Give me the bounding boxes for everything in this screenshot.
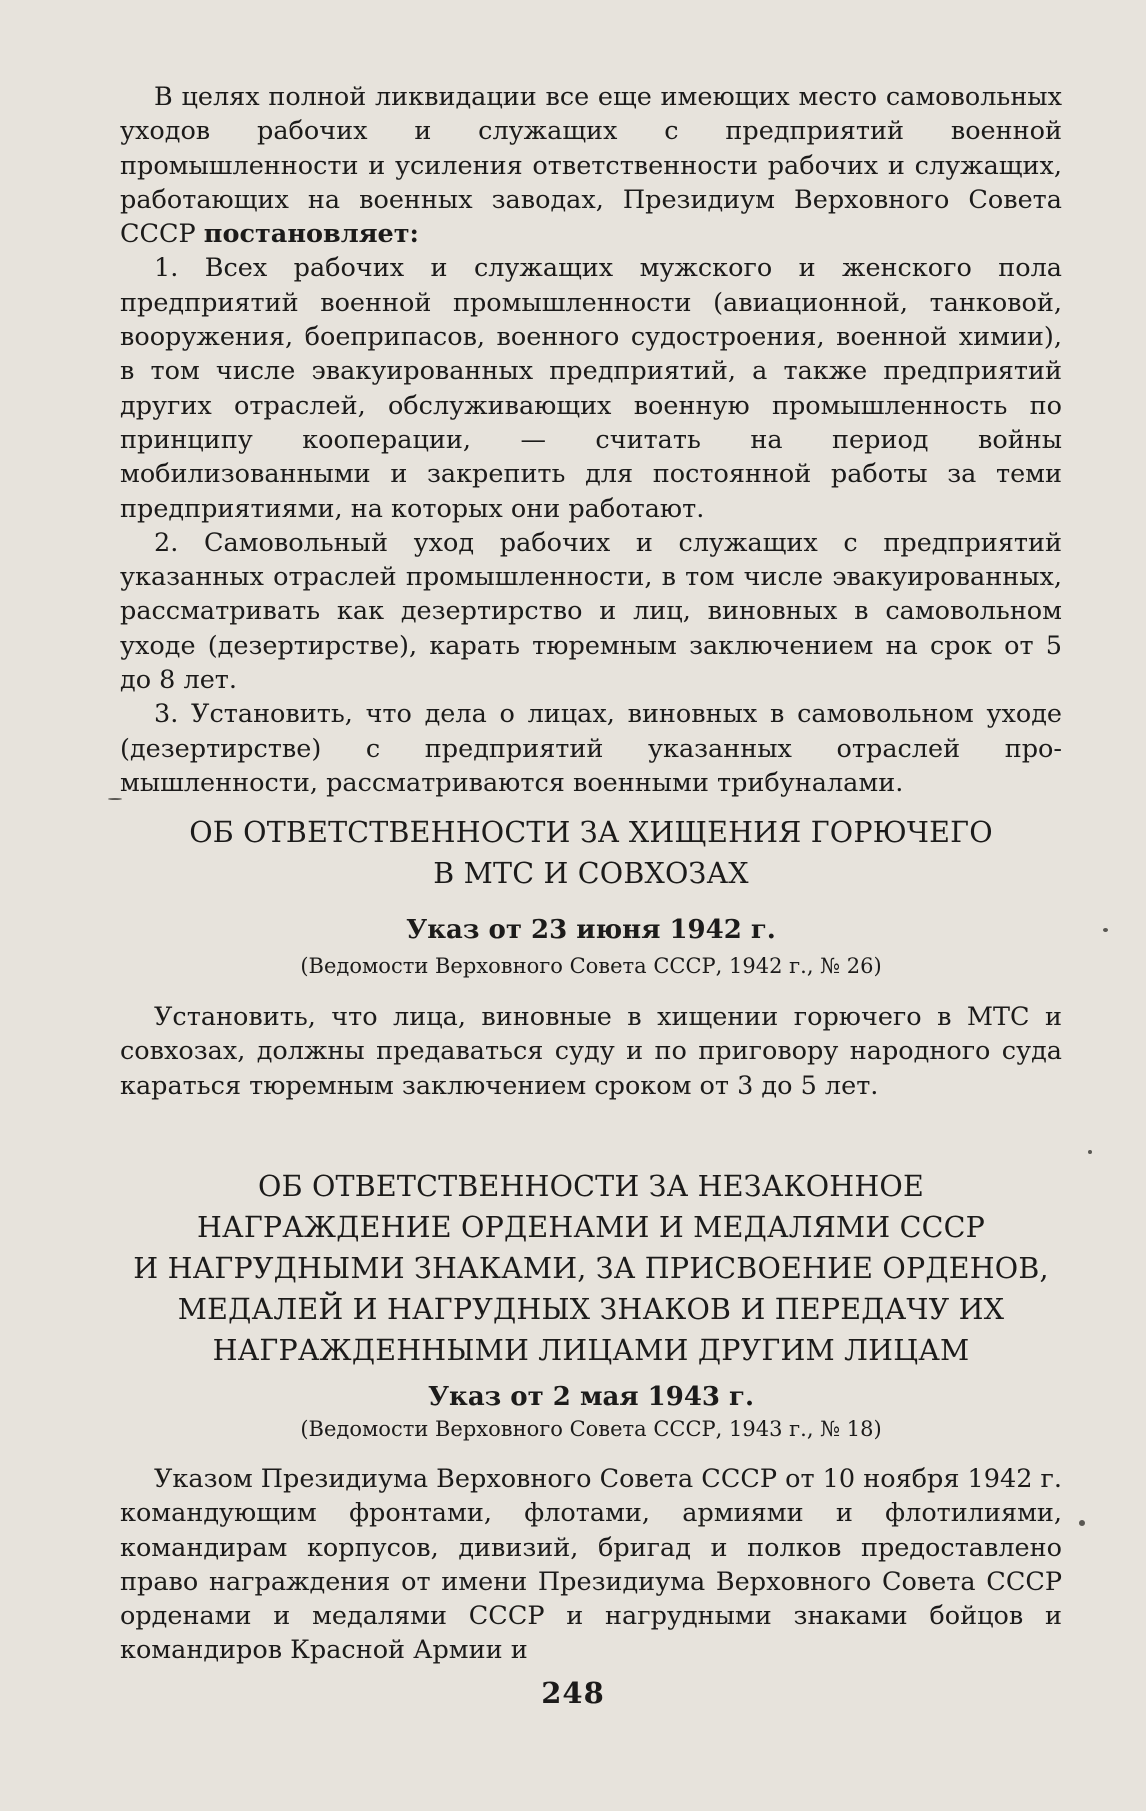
intro-paragraph: В целях полной ликвидации все еще имеющих место самовольных уходов рабочих и служащих с предприятий военной промышленности и усиления ответственности рабочих и служащих, работающих на военных заводах, Президиум Верховного Совета СССР постановляет: bbox=[120, 82, 1062, 250]
section2-body: Указом Президиума Верховного Совета СССР от 10 ноября 1942 г. командующим фронтами, флотами, армиями и флотилиями, командирам корпусов, дивизий, бригад и полков предоставлено право награждения от имени Президиума Верховного Совета СССР орденами и медалями СССР и нагрудными знаками бойцов и командиров Красной Армии и bbox=[120, 1464, 1062, 1666]
section2-title: ОБ ОТВЕТСТВЕННОСТИ ЗА НЕЗАКОННОЕ НАГРАЖДЕНИЕ ОРДЕНАМИ И МЕДАЛЯМИ СССР И НАГРУДНЫМИ ЗНАКАМИ, ЗА ПРИСВОЕНИЕ ОРДЕНОВ, МЕДАЛЕЙ И НАГРУДНЫХ ЗНАКОВ И ПЕРЕДАЧУ ИХ НАГРАЖДЕННЫМИ ЛИЦАМИ ДРУГИМ ЛИЦАМ bbox=[133, 1170, 1049, 1367]
print-speck bbox=[1079, 1520, 1085, 1526]
page-number: 248 bbox=[541, 1676, 605, 1710]
print-speck bbox=[1088, 1150, 1092, 1154]
section1-ukaz: Указ от 23 июня 1942 г. bbox=[406, 915, 776, 945]
section2-ukaz: Указ от 2 мая 1943 г. bbox=[427, 1382, 755, 1412]
section1-title: ОБ ОТВЕТСТВЕННОСТИ ЗА ХИЩЕНИЯ ГОРЮЧЕГО В МТС И СОВХОЗАХ bbox=[189, 816, 993, 890]
item-1: 1. Всех рабочих и служащих мужского и женского пола предприятий военной промышленности (авиационной, танковой, вооружения, боеприпасов, военного судостроения, военной химии), в том числе эвакуированных предприятий, а также предприятий других отраслей, обслуживающих военную промышленность по принципу кооперации, — считать на период войны мобилизованными и закрепить для постоянной работы за теми предприятиями, на которых они работают. bbox=[120, 253, 1062, 524]
section2-source: (Ведомости Верховного Совета СССР, 1943 г., № 18) bbox=[300, 1417, 882, 1441]
item-2: 2. Самовольный уход рабочих и служащих с предприятий указанных отраслей промышленности, в том числе эвакуированных, рассматривать как дезертирство и лиц, виновных в самовольном уходе (дезертирстве), карать тюремным заключением на срок от 5 до 8 лет. bbox=[120, 527, 1062, 696]
decree-text bbox=[120, 80, 1062, 800]
print-speck bbox=[1103, 928, 1108, 932]
section1-body: Установить, что лица, виновные в хищении горючего в МТС и совхозах, должны предаваться суду и по приговору народного суда караться тюремным заключением сроком от 3 до 5 лет. bbox=[120, 1002, 1062, 1101]
intro-emphasis: постановляет: bbox=[203, 219, 419, 250]
print-speck bbox=[108, 798, 122, 800]
item-3: 3. Установить, что дела о лицах, виновных в самовольном уходе (дезертирстве) с предприятий указанных отраслей промышленности, рассматриваются военными трибуналами. bbox=[120, 699, 1062, 798]
section1-source: (Ведомости Верховного Совета СССР, 1942 г., № 26) bbox=[300, 954, 882, 978]
